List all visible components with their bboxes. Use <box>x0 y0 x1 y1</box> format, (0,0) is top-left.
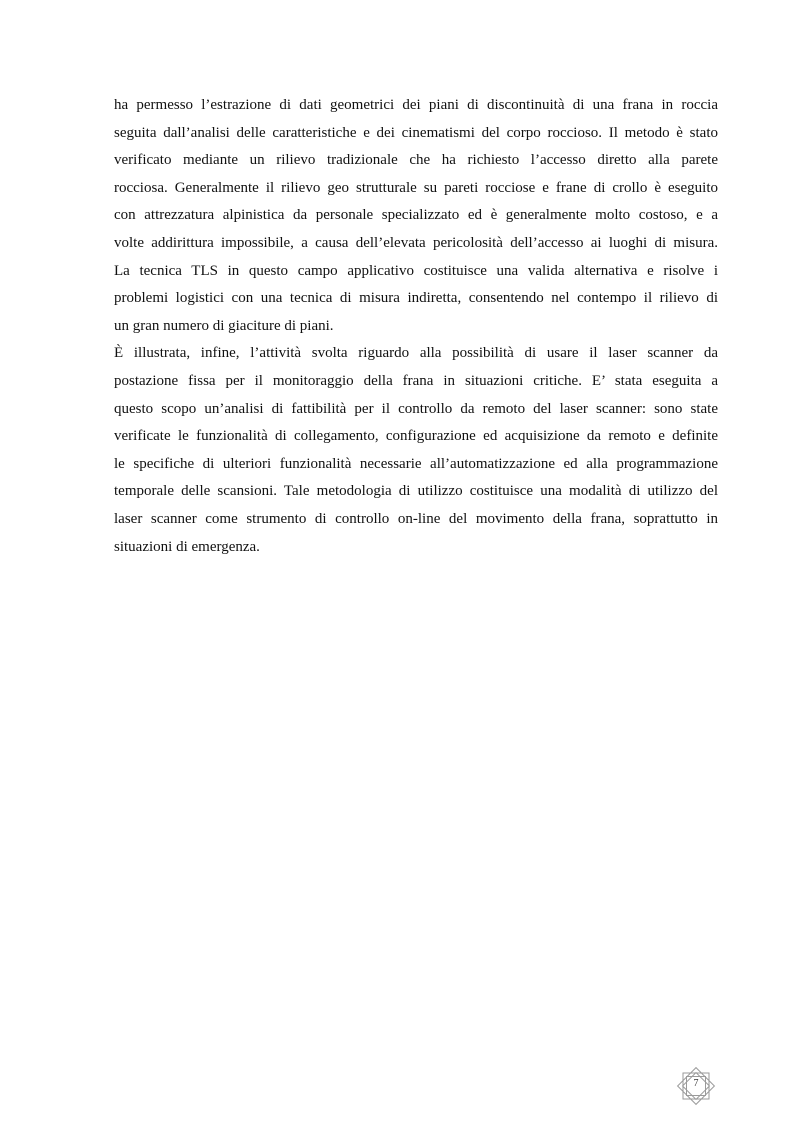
text-line: problemi logistici con una tecnica di misura indiretta, consentendo nel contempo il rilievo di <box>114 290 718 307</box>
text-line: seguita dall’analisi delle caratteristiche e dei cinematismi del corpo roccioso. Il metodo è stato <box>114 124 718 141</box>
page-body <box>114 92 718 561</box>
paragraph-1 <box>114 92 718 340</box>
text-line: con attrezzatura alpinistica da personale specializzato ed è generalmente molto costoso, e a <box>114 207 718 224</box>
text-line: verificato mediante un rilievo tradizionale che ha richiesto l’accesso diretto alla parete <box>114 152 718 169</box>
text-line: verificate le funzionalità di collegamento, configurazione ed acquisizione da remoto e definite <box>114 428 718 445</box>
text-line: laser scanner come strumento di controllo on-line del movimento della frana, soprattutto in <box>114 510 718 527</box>
page-number-badge <box>675 1065 717 1107</box>
paragraph-2 <box>114 340 718 561</box>
text-line: postazione fissa per il monitoraggio della frana in situazioni critiche. E’ stata eseguita a <box>114 372 718 389</box>
text-line: rocciosa. Generalmente il rilievo geo strutturale su pareti rocciose e frane di crollo è eseguito <box>114 179 718 196</box>
text-line: temporale delle scansioni. Tale metodologia di utilizzo costituisce una modalità di utilizzo del <box>114 483 718 500</box>
text-line: La tecnica TLS in questo campo applicativo costituisce una valida alternativa e risolve i <box>114 262 718 279</box>
text-line: un gran numero di giaciture di piani. <box>114 317 334 334</box>
text-line: È illustrata, infine, l’attività svolta riguardo alla possibilità di usare il laser scanner da <box>114 345 718 362</box>
text-line: volte addirittura impossibile, a causa dell’elevata pericolosità dell’accesso ai luoghi di misura. <box>114 234 718 251</box>
text-line: situazioni di emergenza. <box>114 538 260 555</box>
page-number: 7 <box>693 1078 699 1089</box>
text-line: questo scopo un’analisi di fattibilità per il controllo da remoto del laser scanner: sono state <box>114 400 718 417</box>
text-line: ha permesso l’estrazione di dati geometrici dei piani di discontinuità di una frana in roccia <box>114 97 718 113</box>
text-line: le specifiche di ulteriori funzionalità necessarie all’automatizzazione ed alla programmazione <box>114 455 718 472</box>
